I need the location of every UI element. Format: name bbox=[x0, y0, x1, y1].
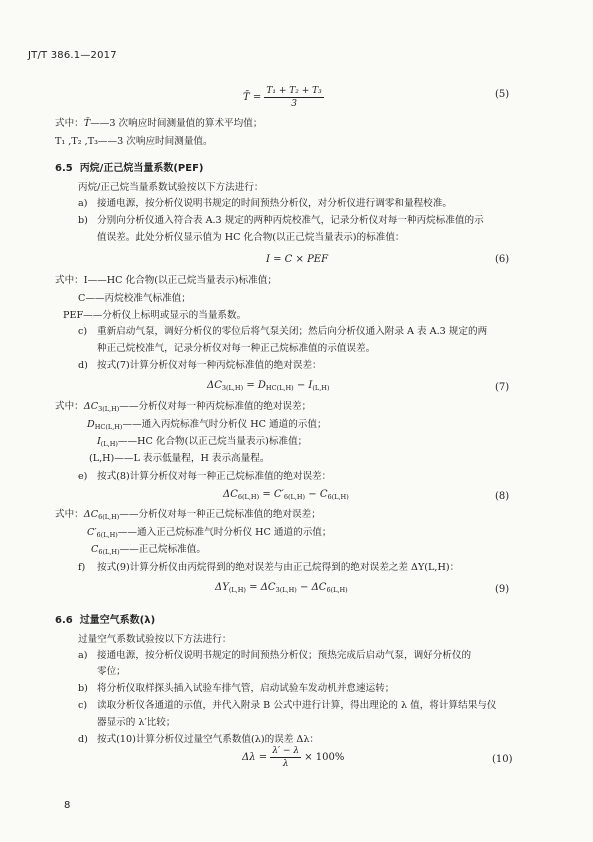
legend-prefix: 式中： bbox=[55, 401, 84, 412]
legend-symbol: T̄ bbox=[83, 118, 91, 129]
eq5-fraction bbox=[264, 86, 323, 109]
eq8-legend-line2: $C'_{6(L,H)}——$通入正己烷标准气时分析仪 HC 通道的示值； bbox=[87, 527, 332, 539]
s65-step-e: 按式(8)计算分析仪对每一种正己烷标准值的绝对误差： bbox=[97, 471, 332, 482]
legend-prefix: 式中： bbox=[55, 509, 84, 520]
s66-step-a-label: a) bbox=[78, 650, 88, 661]
eq10-number: (10) bbox=[492, 754, 513, 765]
legend-desc: ——分析仪对每一种正己烷标准值的绝对误差； bbox=[119, 509, 321, 520]
eq10-lhs: Δλ = bbox=[242, 752, 268, 763]
eq10-numerator: λ′ − λ bbox=[272, 746, 300, 756]
s66-step-b-label: b) bbox=[78, 683, 88, 694]
eq7-legend-line2: $D_{HC(L,H)}——$通入丙烷标准气时分析仪 HC 通道的示值； bbox=[87, 419, 327, 431]
eq10-denominator: λ bbox=[282, 759, 289, 769]
eq6-number: (6) bbox=[495, 254, 510, 265]
eq6-legend-line2: C——丙烷校准气标准值； bbox=[78, 293, 191, 304]
s66-step-c-line2: 器显示的 λ′比较； bbox=[97, 717, 176, 728]
section-title: 丙烷/正己烷当量系数(PEF) bbox=[79, 163, 204, 174]
section-6-6-heading bbox=[55, 611, 155, 626]
equation-7: $\Delta C_{3(L,H)} = D_{HC(L,H)} - I_{(L,H)}$ bbox=[207, 380, 330, 392]
eq5-number: (5) bbox=[495, 89, 510, 100]
s65-step-d-label: d) bbox=[78, 360, 88, 371]
eq5-lhs: T̄ bbox=[243, 92, 250, 103]
eq5-denominator: 3 bbox=[291, 99, 297, 109]
s65-step-a-label: a) bbox=[78, 198, 88, 209]
equation-8: $\Delta C_{6(L,H)} = C'_{6(L,H)} - C_{6(L,H)}$ bbox=[223, 489, 349, 501]
eq6-legend-line3: PEF——分析仪上标明或显示的当量系数。 bbox=[63, 310, 247, 321]
eq8-legend-line3: $C_{6(L,H)}——$正己烷标准值。 bbox=[91, 544, 206, 556]
eq6-legend-line1: 式中：I——HC 化合物(以正己烷当量表示)标准值； bbox=[55, 275, 277, 286]
eq7-legend-line3: $I_{(L,H)}——HC$ 化合物(以正己烷当量表示)标准值； bbox=[97, 436, 308, 448]
s65-step-d: 按式(7)计算分析仪对每一种丙烷标准值的绝对误差： bbox=[97, 360, 322, 371]
s66-step-d: 按式(10)计算分析仪过量空气系数值(λ)的误差 Δλ： bbox=[97, 734, 320, 745]
s66-step-d-label: d) bbox=[78, 734, 88, 745]
s65-step-a: 接通电源，按分析仪说明书规定的时间预热分析仪，对分析仪进行调零和量程校准。 bbox=[97, 198, 452, 209]
eq8-number: (8) bbox=[495, 491, 510, 502]
legend-desc: ——正己烷标准值。 bbox=[119, 544, 206, 555]
eq5-numerator: T₁ + T₂ + T₃ bbox=[266, 86, 322, 96]
s65-step-c-label: c) bbox=[78, 326, 88, 337]
eq5-legend-line1 bbox=[55, 117, 262, 131]
s65-step-b-label: b) bbox=[78, 215, 88, 226]
s65-step-f-label: f) bbox=[78, 562, 86, 573]
equation-6: I = C × PEF bbox=[266, 254, 329, 265]
s66-step-a-line2: 零位； bbox=[97, 666, 126, 677]
s65-step-c-line1: 重新启动气泵，调好分析仪的零位后将气泵关闭；然后向分析仪通入附录 A 表 A.3 规定的两 bbox=[97, 326, 488, 337]
s65-step-b-line2: 值误差。此处分析仪显示值为 HC 化合物(以正己烷当量表示)的标准值： bbox=[97, 232, 405, 243]
page-number: 8 bbox=[64, 800, 71, 811]
s66-step-a-line1: 接通电源，按分析仪说明书规定的时间预热分析仪；预热完成后启动气泵，调好分析仪的 bbox=[97, 650, 472, 661]
s66-step-c-line1: 读取分析仪各通道的示值，并代入附录 B 公式中进行计算，得出理论的 λ 值，将计算结果与仪 bbox=[97, 700, 497, 711]
s65-step-f: 按式(9)计算分析仪由丙烷得到的绝对误差与由正己烷得到的绝对误差之差 ΔY(L,H)： bbox=[97, 562, 460, 573]
s66-step-c-label: c) bbox=[78, 700, 88, 711]
standard-code-header: JT/T 386.1—2017 bbox=[28, 50, 117, 61]
eq8-legend-line1: 式中：$\Delta C_{6(L,H)}——$分析仪对每一种正己烷标准值的绝对误差； bbox=[55, 509, 321, 521]
section-title: 过量空气系数(λ) bbox=[79, 615, 156, 626]
eq10-fraction bbox=[270, 746, 301, 769]
eq9-number: (9) bbox=[495, 584, 510, 595]
legend-desc: ——HC 化合物(以正己烷当量表示)标准值； bbox=[117, 436, 308, 447]
eq5-legend-line2: T₁ ,T₂ ,T₃——3 次响应时间测量值。 bbox=[55, 136, 213, 147]
eq7-legend-line4: (L,H)——L 表示低量程，H 表示高量程。 bbox=[89, 453, 270, 464]
legend-desc: ——通入正己烷标准气时分析仪 HC 通道的示值； bbox=[117, 527, 332, 538]
eq7-legend-line1: 式中：$\Delta C_{3(L,H)}——$分析仪对每一种丙烷标准值的绝对误差； bbox=[55, 401, 312, 413]
legend-desc: ——分析仪对每一种丙烷标准值的绝对误差； bbox=[119, 401, 312, 412]
s66-intro: 过量空气系数试验按以下方法进行： bbox=[78, 634, 232, 645]
s65-intro: 丙烷/正己烷当量系数试验按以下方法进行： bbox=[78, 182, 264, 193]
section-number: 6.5 bbox=[55, 163, 73, 174]
eq7-number: (7) bbox=[495, 382, 510, 393]
s66-step-b: 将分析仪取样探头插入试验车排气管，启动试验车发动机并怠速运转； bbox=[97, 683, 395, 694]
equation-9: $\Delta Y_{(L,H)} = \Delta C_{3(L,H)} - \Delta C_{6(L,H)}$ bbox=[215, 582, 348, 594]
eq10-tail: × 100% bbox=[304, 752, 345, 763]
legend-desc: ——3 次响应时间测量值的算术平均值； bbox=[90, 118, 263, 129]
equation-5: T̄ = $\frac{\text{T₁ + T₂ + T₃}}{3}$ bbox=[243, 86, 322, 109]
section-number: 6.6 bbox=[55, 615, 73, 626]
legend-desc: ——通入丙烷标准气时分析仪 HC 通道的示值； bbox=[122, 419, 327, 430]
s65-step-e-label: e) bbox=[78, 471, 88, 482]
equation-10 bbox=[242, 746, 344, 769]
legend-prefix: 式中： bbox=[55, 118, 84, 129]
section-6-5-heading bbox=[55, 159, 203, 174]
s65-step-b-line1: 分别向分析仪通入符合表 A.3 规定的两种丙烷校准气，记录分析仪对每一种丙烷标准值的示 bbox=[97, 215, 484, 226]
s65-step-c-line2: 种正己烷校准气，记录分析仪对每一种正己烷标准值的示值误差。 bbox=[97, 343, 376, 354]
